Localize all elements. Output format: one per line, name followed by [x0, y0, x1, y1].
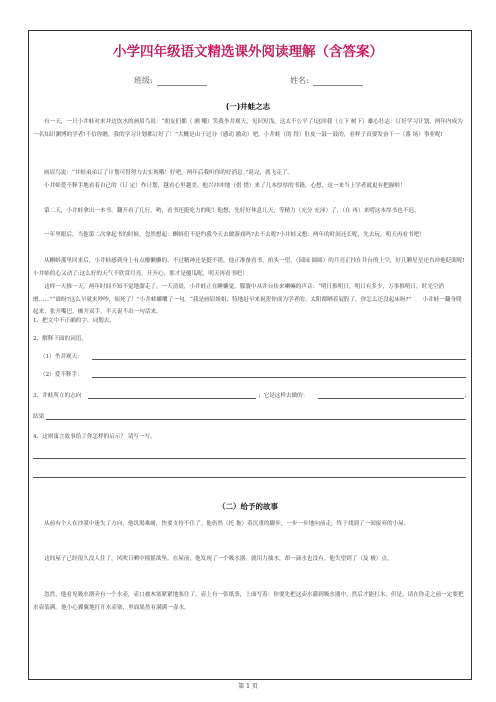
question-3-result: 结果 — [33, 414, 45, 420]
question-2b: （2）爱不释手： — [40, 372, 83, 378]
answer-line-3c[interactable] — [46, 419, 466, 420]
section1-paragraph: 有一天，一只小井蛙对来井边饮水的画眉鸟说：“朋友们都（ 测 嘲）笑我坐井观天，见识短浅，这太不公平了!这回我（立下 树下）雄心壮志：订好学习计划，两年内成为一名知识渊博的学者!不信你瞧，我的学习计划都订好了！”大概是由于过分（感动 激动）吧，小井蛙（的 得）肚皮一鼓一鼓的，看样子真要发奋干一（番 场）事业呢! — [33, 119, 463, 138]
section1-paragraph: 从蝌蚪那里回来后，小井蛙感到身上有点酸懒懒的，不过精神还是挺不错，他正准备看书，抬头一望，（园园 圆圆）的月亮正挂在井台的上空，好几颗星星还直冲他眨眼呢!小井蛙的心又动了:这么好的天气不欣赏月亮，开开心，那才是傻瓜呢，明天再看书吧！ — [33, 258, 465, 277]
class-field — [134, 75, 207, 86]
section1-paragraph: 一年里眼后，当他第二次拿起书的时候，忽然想起：蝌蚪们不是约我今天去做游戏吗?去不去呢?小井蛙又想：两年的时间还长呢，先去玩，明天再看书吧！ — [44, 232, 425, 238]
section1-paragraph: 这样一天推一天，两年时间不知不觉地溜走了。一天清晨，小井蛙正在睡懒觉，朦胧中从井台传来喇嘛的声音：“明日推明日，明日有多少，万事推明日，时光空消磨……”“谁呀?这么早就来吵吵，烦死了！”小井蛙嘟囔了一句。“我是画眉姐姐，特地赶早来祝贺你成为学者的。太阳都晒着屁股了，你怎么还没起床呀?” 小井蛙一翻身爬起来，张开嘴巴，摊开双手，半天说不出一句话来。 — [33, 284, 462, 316]
name-blank[interactable] — [313, 77, 363, 86]
section2-paragraph: 忽然，他看见吸水器旁有一个水壶，壶口被木塞紧紧地塞住了。壶上有一张纸条，上面写着：你要先把这壶水灌到吸水器中，然后才能打水。但是，请在你走之前一定要把水壶装满。他小心翼翼地打开水壶塞，里面果然有满满一壶水。 — [33, 592, 464, 611]
section1-paragraph: 第二天，小井蛙拿出一本书，翻开看了几行，哟，看书还挺吃力的呢！他想，先好好休息几天，等精力（充分 充沛）了，（在 再）来啃这本厚书也不迟。 — [44, 208, 420, 214]
question-3-end: ； — [464, 393, 470, 399]
question-1: 1、把文中不正确的字、词划去。 — [33, 318, 115, 324]
answer-line-2a[interactable] — [92, 359, 466, 360]
section1-title: (一)井蛙之志 — [225, 102, 271, 111]
class-label: 班级: — [134, 76, 153, 85]
name-label: 姓名: — [290, 76, 309, 85]
question-2a: （1）坐井观天： — [40, 354, 83, 360]
document-title: 小学四年级语文精选课外阅读理解（含答案） — [113, 44, 383, 60]
answer-line-2b[interactable] — [92, 377, 466, 378]
question-3-part1: 3、井蛙所立的志向 — [33, 393, 82, 399]
answer-line-3b[interactable] — [318, 398, 464, 399]
section2-paragraph: 从前有个人在沙漠中迷失了方向，他饥渴难耐，快要支持不住了。他仍然（托 拖）着沉重的脚步，一步一步地向前走，终于找到了一间废弃的小屋。 — [44, 521, 410, 527]
answer-line-4a[interactable] — [33, 458, 466, 459]
question-4: 4、这则寓言故事给了你怎样的启示？ 请写一写。 — [33, 434, 156, 440]
answer-line-3a[interactable] — [88, 398, 256, 399]
question-3-part2: ；它是这样去做的： — [258, 393, 309, 399]
answer-line-4b[interactable] — [33, 477, 466, 478]
section1-paragraph: 小井蛙爱不释手地看着自己的（订 定）作计划，越看心里越美。他兴冲冲地（借 惜）来了几本厚厚的书籍，心想，这一来当上学者就更有把握啦！ — [44, 183, 406, 189]
section2-paragraph: 这间屋子已经很久没人住了，风吹日晒中摇摇欲坠。在屋前，他发现了一个吸水器，就用力抽水，却一滴水也没有。他失望到了（及 极）点。 — [44, 556, 393, 562]
section2-title: （二）给予的故事 — [218, 502, 278, 511]
question-2: 2、解释下面的词语。 — [33, 336, 87, 342]
class-blank[interactable] — [157, 77, 207, 86]
page-number: 第 1 页 — [238, 683, 258, 690]
section1-paragraph: 画眉鸟说：“井蛙弟弟订了计划可得努力去实现哦！好吧，两年后我听你的好消息。”说完，就飞走了。 — [44, 170, 294, 176]
name-field — [290, 75, 363, 86]
